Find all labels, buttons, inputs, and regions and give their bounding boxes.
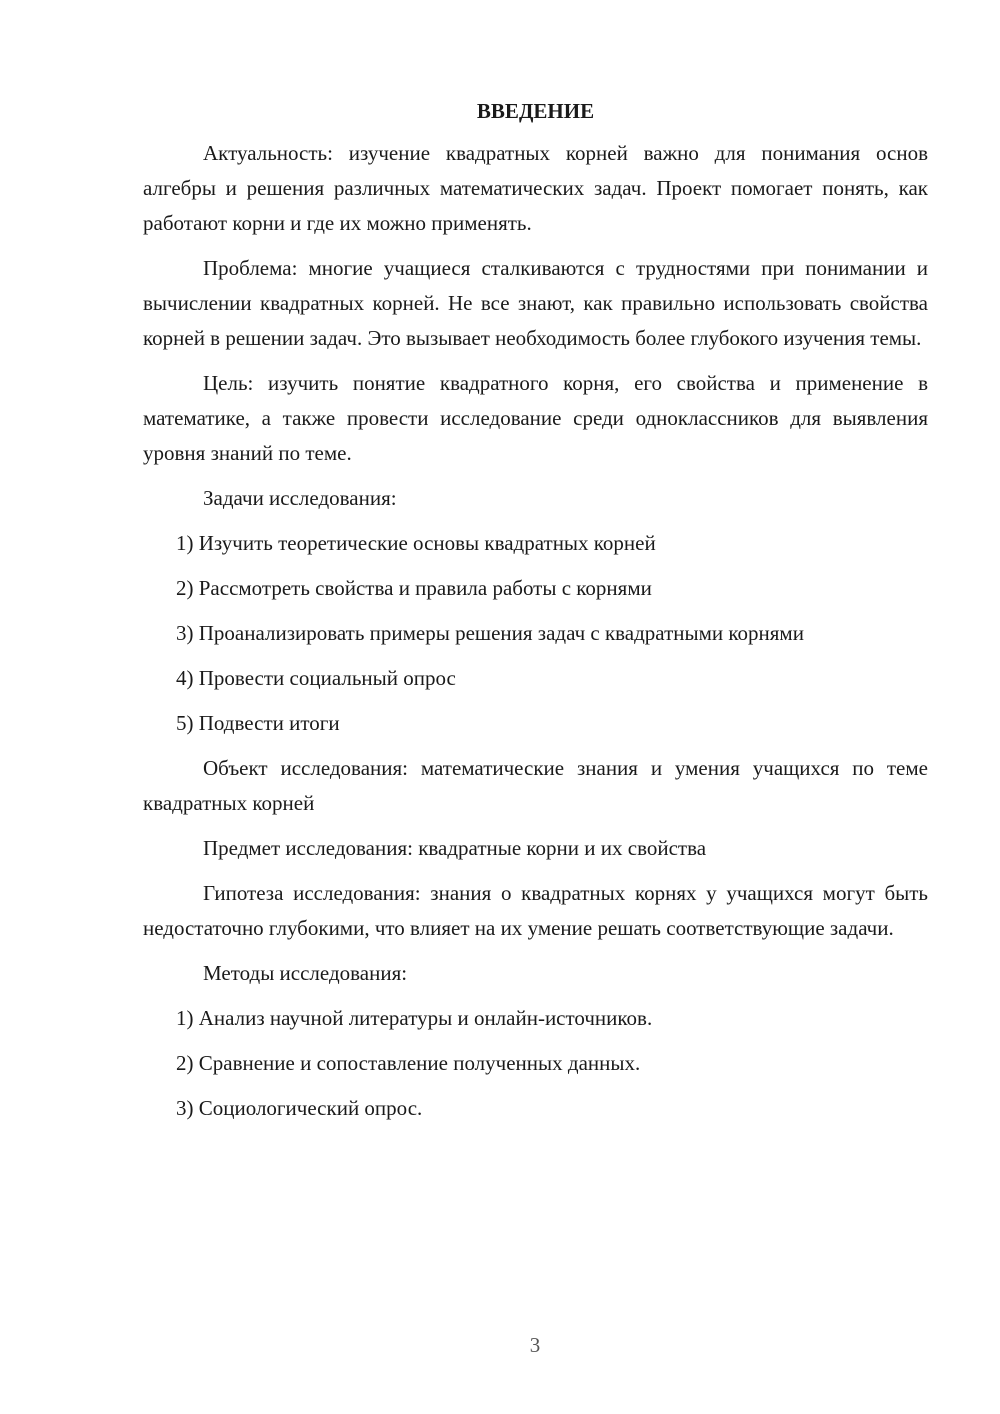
tasks-heading: Задачи исследования: — [203, 486, 397, 510]
page-content — [143, 94, 928, 1136]
task-item: 3) Проанализировать примеры решения задач с квадратными корнями — [176, 621, 804, 645]
object-paragraph: Объект исследования: математические знания и умения учащихся по теме квадратных корней — [143, 756, 928, 815]
hypothesis-paragraph: Гипотеза исследования: знания о квадратных корнях у учащихся могут быть недостаточно глубокими, что влияет на их умение решать соответствующие задачи. — [143, 881, 928, 940]
task-item: 4) Провести социальный опрос — [176, 666, 456, 690]
task-item: 5) Подвести итоги — [176, 711, 340, 735]
method-item: 2) Сравнение и сопоставление полученных данных. — [176, 1051, 641, 1075]
method-item: 3) Социологический опрос. — [176, 1096, 423, 1120]
section-title: ВВЕДЕНИЕ — [476, 99, 595, 123]
subject-paragraph: Предмет исследования: квадратные корни и их свойства — [203, 836, 707, 860]
method-item: 1) Анализ научной литературы и онлайн-источников. — [176, 1006, 653, 1030]
page-number: 3 — [529, 1333, 541, 1357]
methods-heading: Методы исследования: — [203, 961, 408, 985]
problem-paragraph: Проблема: многие учащиеся сталкиваются с трудностями при понимании и вычислении квадратных корней. Не все знают, как правильно использовать свойства корней в решении задач. Это вызывает необходимость более глубокого изучения темы. — [143, 256, 928, 350]
task-item: 2) Рассмотреть свойства и правила работы с корнями — [176, 576, 652, 600]
relevance-paragraph: Актуальность: изучение квадратных корней важно для понимания основ алгебры и решения различных математических задач. Проект помогает понять, как работают корни и где их можно применять. — [143, 141, 928, 235]
goal-paragraph: Цель: изучить понятие квадратного корня, его свойства и применение в математике, а также провести исследование среди одноклассников для выявления уровня знаний по теме. — [143, 371, 928, 465]
task-item: 1) Изучить теоретические основы квадратных корней — [176, 531, 656, 555]
